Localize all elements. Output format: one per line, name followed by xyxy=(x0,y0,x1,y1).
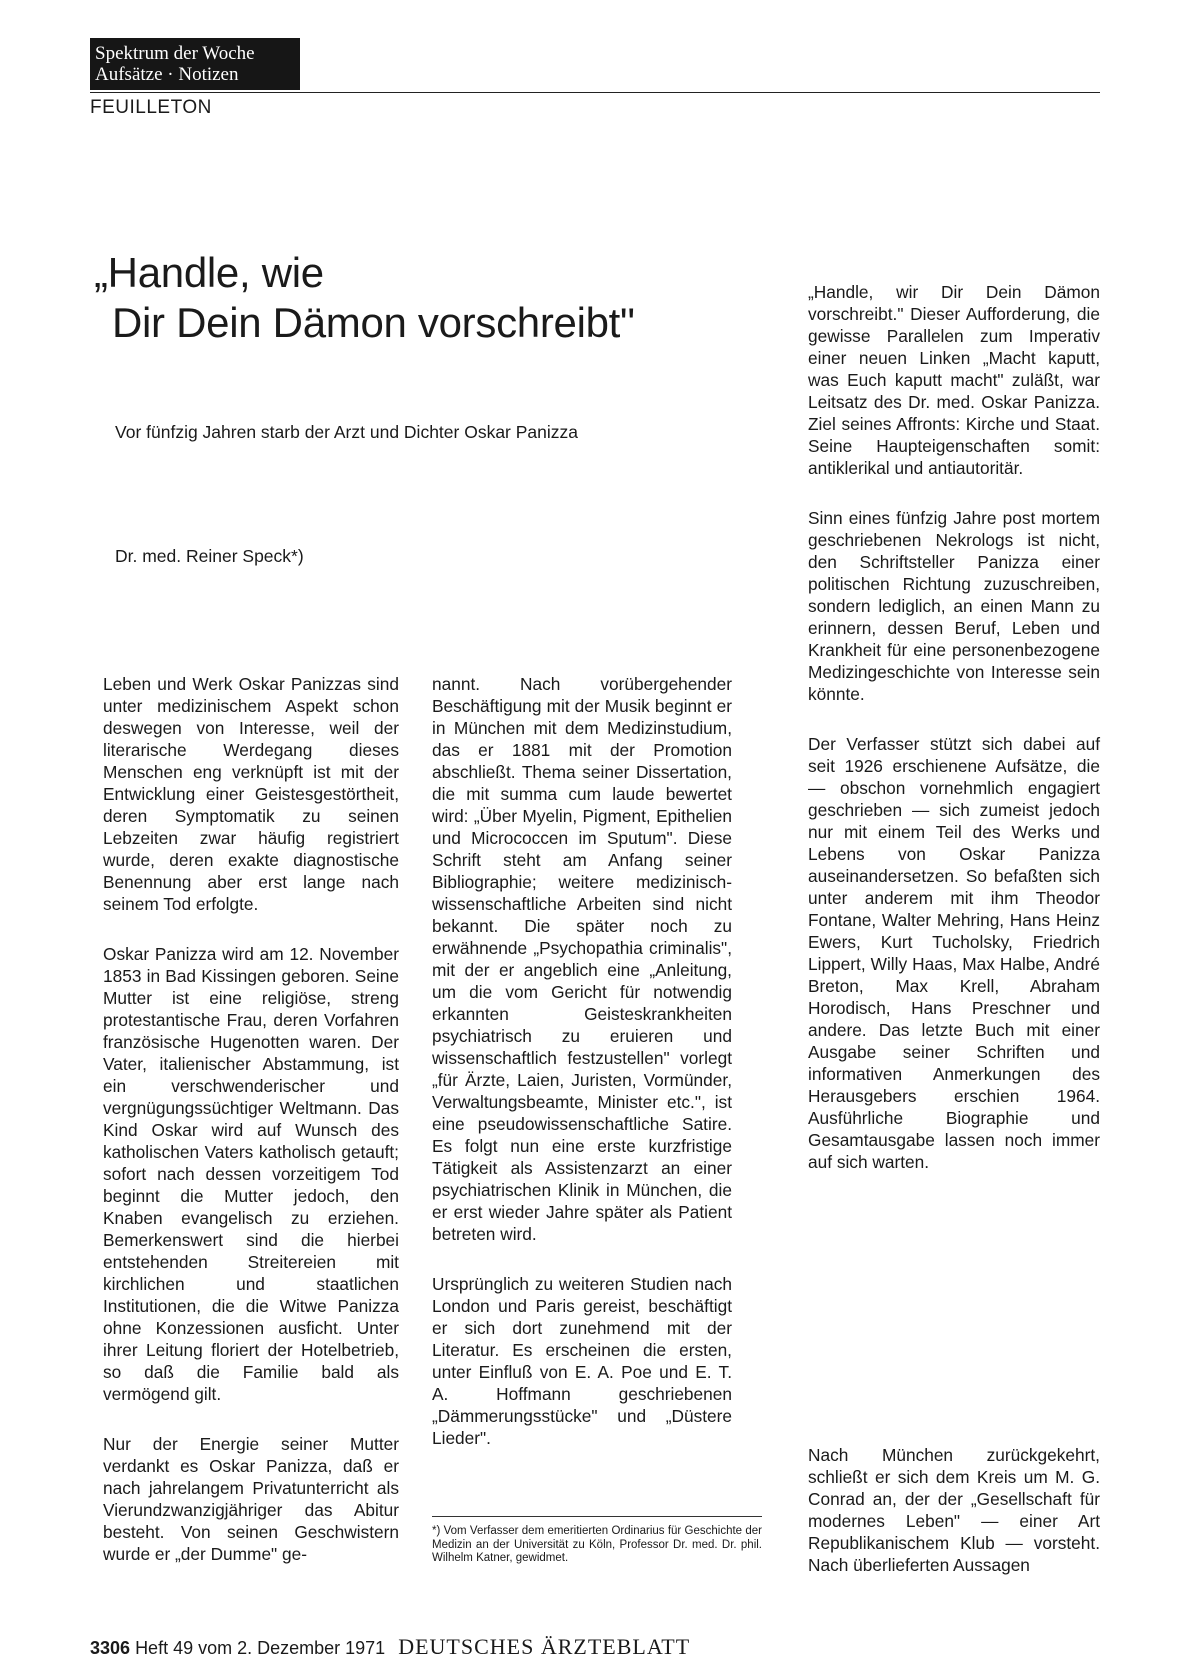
paragraph: Oskar Panizza wird am 12. November 1853 in Bad Kissingen geboren. Seine Mutter ist eine religiöse, streng protestantische Frau, deren Vorfahren französische Hugenotten waren. Der Vater, italienischer Abstammung, ist ein verschwenderischer und vergnügungssüchtiger Weltmann. Das Kind Oskar wird auf Wunsch des katholischen Vaters katholisch getauft; sofort nach dessen vorzeitigem Tod beginnt die Mutter jedoch, den Knaben evangelisch zu erziehen. Bemerkenswert sind die hierbei entstehenden Streitereien mit kirchlichen und staatlichen Institutionen, die die Witwe Panizza ohne Konzessionen ausficht. Unter ihrer Leitung floriert der Hotelbetrieb, so daß die Familie bald als vermögend gilt. xyxy=(103,944,399,1404)
magazine-name: DEUTSCHES ÄRZTEBLATT xyxy=(398,1634,691,1659)
article-title-line2: Dir Dein Dämon vorschreibt" xyxy=(112,299,635,346)
article-subtitle: Vor fünfzig Jahren starb der Arzt und Dichter Oskar Panizza xyxy=(115,422,578,442)
paragraph: Ursprünglich zu weiteren Studien nach London und Paris gereist, beschäftigt er sich dort zunehmend mit der Literatur. Es erscheinen die ersten, unter Einfluß von E. A. Poe und E. T. A. Hoffmann geschriebenen „Dämmerungsstücke" und „Düstere Lieder". xyxy=(432,1274,732,1448)
text-column-3-bottom xyxy=(808,1444,1100,1604)
section-label-line1: Spektrum der Woche xyxy=(95,43,255,64)
page-number: 3306 xyxy=(90,1638,131,1658)
article-title-line1: „Handle, wie xyxy=(94,249,324,296)
page-footer xyxy=(90,1634,690,1660)
section-label-line2: Aufsätze · Notizen xyxy=(95,64,239,85)
footnote-rule xyxy=(432,1516,762,1517)
header-rule xyxy=(90,92,1100,93)
paragraph: Der Verfasser stützt sich dabei auf seit 1926 erschienene Aufsätze, die — obschon vornehmlich engagiert geschrieben — sich zumeist jedoch nur mit einem Teil des Werks und Lebens von Oskar Panizza auseinandersetzen. So befaßten sich unter anderem mit ihm Theodor Fontane, Walter Mehring, Hans Heinz Ewers, Kurt Tucholsky, Friedrich Lippert, Willy Haas, Max Halbe, André Breton, Max Krell, Abraham Horodisch, Hans Preschner und andere. Das letzte Buch mit einer Ausgabe seiner Schriften und informativen Anmerkungen des Herausgebers erschien 1964. Ausführliche Biographie und Gesamtausgabe lassen noch immer auf sich warten. xyxy=(808,734,1100,1172)
paragraph: Nach München zurückgekehrt, schließt er sich dem Kreis um M. G. Conrad an, der der „Gesellschaft für modernes Leben" — einer Art Republikanischem Klub — vorsteht. Nach überlieferten Aussagen xyxy=(808,1445,1100,1575)
text-column-2 xyxy=(432,673,732,1477)
issue-info: Heft 49 vom 2. Dezember 1971 xyxy=(135,1638,386,1658)
text-column-1 xyxy=(103,673,399,1593)
paragraph: Sinn eines fünfzig Jahre post mortem geschriebenen Nekrologs ist nicht, den Schriftsteller Panizza einer politischen Richtung zuzuschreiben, sondern lediglich, an einen Mann zu erinnern, dessen Beruf, Leben und Krankheit für eine personenbezogene Medizingeschichte von Interesse sein könnte. xyxy=(808,508,1100,704)
text-column-3 xyxy=(808,281,1100,1201)
section-label-box xyxy=(90,38,300,90)
paragraph: Leben und Werk Oskar Panizzas sind unter medizinischem Aspekt schon deswegen von Interesse, weil der literarische Werdegang dieses Menschen eng verknüpft ist mit der Entwicklung einer Geistesgestörtheit, deren Symptomatik zu seinen Lebzeiten zwar häufig registriert wurde, deren exakte diagnostische Benennung aber erst lange nach seinem Tod erfolgte. xyxy=(103,674,399,914)
article-title xyxy=(94,248,635,348)
rubric: FEUILLETON xyxy=(90,97,212,118)
article-author: Dr. med. Reiner Speck*) xyxy=(115,546,304,566)
paragraph: nannt. Nach vorübergehender Beschäftigung mit der Musik beginnt er in München mit dem Medizinstudium, das er 1881 mit der Promotion abschließt. Thema seiner Dissertation, die mit summa cum laude bewertet wird: „Über Myelin, Pigment, Epithelien und Micrococcen im Sputum". Diese Schrift steht am Anfang seiner Bibliographie; weitere medizinisch-wissenschaftliche Arbeiten sind nicht bekannt. Die später noch zu erwähnende „Psychopathia criminalis", mit der er angeblich eine „Anleitung, um die vom Gericht für notwendig erkannten Geisteskrankheiten psychiatrisch zu eruieren und wissenschaftlich festzustellen" vorlegt „für Ärzte, Laien, Juristen, Vormünder, Verwaltungsbeamte, Minister etc.", ist eine pseudowissenschaftliche Satire. Es folgt nun eine erste kurzfristige Tätigkeit als Assistenzarzt an einer psychiatrischen Klinik in München, die er erst wieder Jahre später als Patient betreten wird. xyxy=(432,674,732,1244)
paragraph: Nur der Energie seiner Mutter verdankt es Oskar Panizza, daß er nach jahrelangem Privatunterricht als Vierundzwanzigjähriger das Abitur besteht. Von seinen Geschwistern wurde er „der Dumme" ge- xyxy=(103,1434,399,1564)
paragraph: „Handle, wir Dir Dein Dämon vorschreibt." Dieser Aufforderung, die gewisse Parallelen zum Imperativ einer neuen Linken „Macht kaputt, was Euch kaputt macht" zuläßt, war Leitsatz des Dr. med. Oskar Panizza. Ziel seines Affronts: Kirche und Staat. Seine Haupteigenschaften somit: antiklerikal und antiautoritär. xyxy=(808,282,1100,478)
footnote: *) Vom Verfasser dem emeritierten Ordinarius für Geschichte der Medizin an der Universität zu Köln, Professor Dr. med. Dr. phil. Wilhelm Katner, gewidmet. xyxy=(432,1525,762,1564)
